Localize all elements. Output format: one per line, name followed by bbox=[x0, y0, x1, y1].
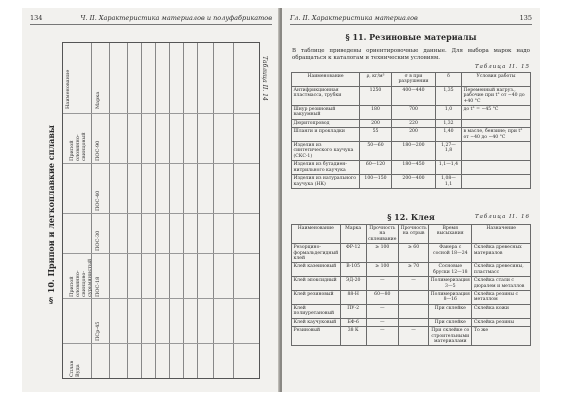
table-cell bbox=[462, 142, 531, 161]
table-cell: ≥ 60 bbox=[398, 244, 428, 263]
table-cell: 60—80 bbox=[366, 291, 398, 305]
table-cell: ПОС-30 bbox=[95, 230, 101, 251]
table-cell: БФ-6 bbox=[340, 318, 366, 326]
table-row bbox=[292, 161, 531, 175]
table-cell: При склейке bbox=[429, 318, 472, 326]
table-row bbox=[292, 304, 531, 318]
section-11-intro: В таблице приведены ориентировочные данные. Для выбора марок надо обращаться к каталогам и техническим условиям. bbox=[292, 48, 530, 61]
table-cell: 200 bbox=[392, 128, 436, 142]
table-cell: — bbox=[398, 277, 428, 291]
table-row bbox=[292, 119, 531, 127]
table-cell: Резорцино-формальдегидный клей bbox=[293, 245, 339, 262]
table-cell: Клей резиновый bbox=[292, 291, 341, 305]
table-row bbox=[292, 106, 531, 120]
rubber-table bbox=[291, 72, 531, 189]
table-row bbox=[292, 327, 531, 346]
table-cell: Изделия из бутадиен-нитрильного каучука bbox=[292, 161, 360, 175]
table-cell: ПУ-2 bbox=[340, 304, 366, 318]
table-row-label: Сплав Вуда bbox=[69, 360, 81, 377]
table-cell: ЭД-20 bbox=[340, 277, 366, 291]
table-cell: Полимеризация 8—16 bbox=[430, 292, 470, 303]
table-cell: 200—400 bbox=[392, 175, 436, 189]
table-column-line bbox=[127, 43, 128, 378]
table-cell: 38 К bbox=[340, 327, 366, 346]
table-cell: — bbox=[398, 327, 428, 346]
table-cell: 1,0 bbox=[436, 106, 462, 120]
table-column-line bbox=[197, 43, 198, 378]
table-cell: При склейке bbox=[429, 304, 472, 318]
table-row-line bbox=[63, 253, 259, 254]
book-spread bbox=[22, 8, 540, 392]
table-row bbox=[292, 128, 531, 142]
table-cell: Склейка кожи bbox=[472, 304, 531, 318]
table-row-line bbox=[63, 163, 259, 164]
right-page-number: 135 bbox=[519, 14, 532, 22]
table-column-line bbox=[213, 43, 214, 378]
left-page-number: 134 bbox=[30, 14, 43, 22]
table-row-line bbox=[63, 298, 259, 299]
table-cell: Изделия из синтетического каучука (СКС-1) bbox=[292, 142, 360, 161]
table-cell: Полимеризация 3—5 bbox=[430, 278, 470, 289]
table-cell: 400—440 bbox=[392, 86, 436, 105]
table-cell: 180—450 bbox=[392, 161, 436, 175]
table-cell: — bbox=[366, 277, 398, 291]
table-cell: 220 bbox=[392, 119, 436, 127]
left-table-label: Таблица II. 14 bbox=[261, 56, 268, 101]
table-cell: ≥ 100 bbox=[366, 244, 398, 263]
table-cell bbox=[462, 175, 531, 189]
table-cell bbox=[398, 318, 428, 326]
table-cell: 1250 bbox=[360, 86, 392, 105]
table-cell: Шнур резиновый вакуумный bbox=[292, 106, 360, 120]
table-row-label: Наименование bbox=[65, 69, 71, 109]
table-cell: 1,40 bbox=[436, 128, 462, 142]
table-cell: Клей каучуковый bbox=[292, 318, 341, 326]
table-column-line bbox=[141, 43, 142, 378]
left-section-title: § 10. Припои и легкоплавкие сплавы bbox=[46, 125, 56, 307]
table-cell: ФР-12 bbox=[340, 244, 366, 263]
table-cell: Склейка резины с металлом bbox=[472, 291, 531, 305]
table-cell: ПОС-18 bbox=[95, 276, 101, 297]
table-header: Прочность на склеивание bbox=[368, 226, 397, 242]
table-cell bbox=[398, 304, 428, 318]
table-cell: Клей эпоксидный bbox=[292, 277, 341, 291]
table-cell: То же bbox=[472, 327, 531, 346]
glue-table bbox=[291, 224, 531, 346]
table-15-label: Таблица II. 15 bbox=[474, 64, 530, 70]
table-cell: Клей полиуретановый bbox=[292, 304, 341, 318]
table-row bbox=[292, 263, 531, 277]
table-cell: Склейка резины bbox=[472, 318, 531, 326]
table-row bbox=[292, 175, 531, 189]
table-cell bbox=[462, 119, 531, 127]
table-cell: Склейка стали с дюралем и металлов bbox=[472, 277, 531, 291]
table-cell: ≥ 70 bbox=[398, 263, 428, 277]
table-cell: ≥ 100 bbox=[366, 263, 398, 277]
table-cell: 50—60 bbox=[360, 142, 392, 161]
table-cell: — bbox=[366, 304, 398, 318]
table-cell: ПОС-90 bbox=[95, 140, 101, 161]
table-cell: Резиновый bbox=[292, 327, 341, 346]
table-cell: 200 bbox=[360, 119, 392, 127]
table-header: ρ, кг/м³ bbox=[360, 73, 392, 87]
table-cell: 700 bbox=[392, 106, 436, 120]
table-cell bbox=[398, 291, 428, 305]
table-16-label: Таблица II. 16 bbox=[474, 214, 530, 220]
right-page bbox=[282, 8, 540, 392]
table-cell bbox=[462, 161, 531, 175]
table-cell: в масле, бензине; при t° от −40 до −40 °С bbox=[462, 128, 531, 142]
table-header: Условия работы bbox=[462, 73, 531, 87]
table-header: δ bbox=[436, 73, 462, 87]
left-running-head bbox=[30, 14, 272, 25]
rotated-table-area bbox=[32, 26, 272, 384]
table-cell: Фанера с сосной 18—24 bbox=[429, 244, 472, 263]
right-running-title: Гл. II. Характеристика материалов bbox=[290, 14, 418, 22]
table-cell: Изделия из натурального каучука (НК) bbox=[292, 175, 360, 189]
left-running-title: Ч. II. Характеристика материалов и полуфабрикатов bbox=[80, 14, 272, 22]
table-header: Марка bbox=[340, 225, 366, 244]
table-cell: 55 bbox=[360, 128, 392, 142]
table-cell: 1,1—1,4 bbox=[436, 161, 462, 175]
table-header: Наименование bbox=[292, 225, 341, 244]
table-header: Назначение bbox=[472, 225, 531, 244]
left-page bbox=[22, 8, 280, 392]
table-cell: 1,27—1,8 bbox=[436, 142, 462, 161]
table-row-line bbox=[63, 113, 259, 114]
table-header-row bbox=[292, 73, 531, 87]
table-cell: Антифрикционная пластмасса, трубки bbox=[292, 86, 360, 105]
section-12-title: § 12. Клея bbox=[387, 212, 435, 222]
right-running-head bbox=[290, 14, 532, 25]
table-cell: Переменный нагруз., рабочие при t° от −40 до +40 °С bbox=[462, 86, 531, 105]
table-header: Марка bbox=[95, 91, 101, 109]
table-header: σ в при разрушении bbox=[392, 73, 436, 87]
table-header: Прочность на отрыв bbox=[398, 225, 428, 244]
solder-table bbox=[62, 42, 260, 379]
section-11-title: § 11. Резиновые материалы bbox=[345, 32, 477, 42]
table-column-line bbox=[233, 43, 234, 378]
table-column-line bbox=[91, 43, 92, 378]
table-cell: 60—120 bbox=[360, 161, 392, 175]
table-column-line bbox=[169, 43, 170, 378]
table-cell: 180 bbox=[360, 106, 392, 120]
table-cell: 100—150 bbox=[360, 175, 392, 189]
table-row-line bbox=[63, 343, 259, 344]
table-cell: ПОС-40 bbox=[95, 190, 101, 211]
table-row bbox=[292, 291, 531, 305]
table-cell: ПСр-45 bbox=[95, 321, 101, 341]
table-cell: 1,35 bbox=[436, 86, 462, 105]
table-row-label: Припой оловянно-свинцово-сурьмянистый bbox=[69, 258, 93, 297]
table-row-label: Припой оловянно-свинцовый bbox=[69, 132, 87, 161]
table-row bbox=[292, 142, 531, 161]
table-row bbox=[292, 318, 531, 326]
table-cell: 88-Н bbox=[340, 291, 366, 305]
table-cell: Сосновые бруски 12—18 bbox=[429, 263, 472, 277]
table-row bbox=[292, 244, 531, 263]
table-cell: В-105 bbox=[340, 263, 366, 277]
table-row bbox=[292, 86, 531, 105]
table-cell: Шланги и прокладки bbox=[292, 128, 360, 142]
table-cell: — bbox=[366, 318, 398, 326]
table-header: Время высыхания bbox=[429, 225, 472, 244]
table-row-line bbox=[63, 213, 259, 214]
table-cell: Дюритопровод bbox=[292, 119, 360, 127]
table-cell: При склейке со строительными материалами bbox=[429, 327, 472, 346]
table-cell: 180—200 bbox=[392, 142, 436, 161]
table-cell: Склейка древесины, пластмасс bbox=[472, 263, 531, 277]
table-column-line bbox=[109, 43, 110, 378]
table-cell: Склейка древесных материалов bbox=[472, 244, 531, 263]
table-header: Наименование bbox=[292, 73, 360, 87]
table-header-row bbox=[292, 225, 531, 244]
table-column-line bbox=[183, 43, 184, 378]
table-column-line bbox=[155, 43, 156, 378]
table-cell: — bbox=[366, 327, 398, 346]
table-cell: Клей казеиновый bbox=[292, 263, 341, 277]
table-cell: 1,08—1,1 bbox=[436, 175, 462, 189]
table-row bbox=[292, 277, 531, 291]
table-cell: 1,32 bbox=[436, 119, 462, 127]
table-cell: до t° = −45 °С bbox=[462, 106, 531, 120]
